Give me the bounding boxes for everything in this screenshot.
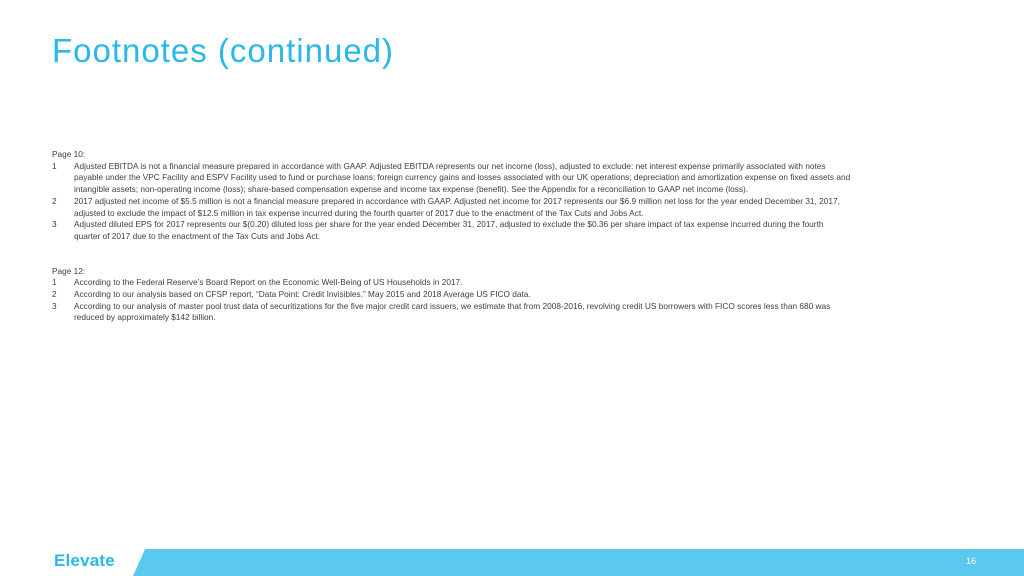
page-number: 16	[965, 556, 976, 566]
footnote-number: 1	[52, 277, 57, 288]
footer-accent-shape	[0, 549, 1024, 576]
footer-bar	[0, 549, 1024, 576]
footnotes-content	[52, 149, 852, 347]
footnote-section-page-12	[52, 266, 852, 325]
footnote-item	[52, 301, 852, 324]
footnote-number: 2	[52, 195, 57, 206]
footnote-text: According to our analysis based on CFSP report, “Data Point: Credit Invisibles.” May 2015 and 2018 Average US FICO data.	[74, 289, 531, 300]
elevate-logo	[54, 551, 115, 571]
footnote-number: 2	[52, 289, 57, 300]
page-title: Footnotes (continued)	[52, 32, 395, 69]
footnote-text: According to the Federal Reserve’s Board Report on the Economic Well-Being of US Households in 2017.	[74, 277, 463, 288]
footnote-number: 3	[52, 300, 57, 311]
footnote-text: 2017 adjusted net income of $5.5 million is not a financial measure prepared in accordance with GAAP. Adjusted net income for 2017 represents our $6.9 million net loss for the year ended December 31, 2017, adjusted to exclude the impact of $12.5 million in tax expense incurred during the fourth quarter of 2017 due to the enactment of the Tax Cuts and Jobs Act.	[74, 195, 840, 218]
section-label: Page 10:	[52, 149, 86, 159]
footnote-item	[52, 289, 852, 301]
footnote-item	[52, 196, 852, 219]
section-label: Page 12:	[52, 265, 86, 276]
footnote-number: 1	[52, 160, 57, 171]
footnote-text: According to our analysis of master pool trust data of securitizations for the five major credit card issuers, we estimate that from 2008-2016, revolving credit US borrowers with FICO scores less than 680 was reduced by approximately $142 billion.	[74, 300, 831, 323]
footnote-number: 3	[52, 219, 57, 230]
footnote-item	[52, 161, 852, 196]
footnote-section-page-10	[52, 149, 852, 243]
footnote-item	[52, 277, 852, 289]
footnote-text: Adjusted diluted EPS for 2017 represents our $(0.20) diluted loss per share for the year ended December 31, 2017, adjusted to exclude the $0.36 per share impact of tax expense incurred during the fourth quarter of 2017 due to the enactment of the Tax Cuts and Jobs Act.	[74, 219, 824, 241]
footnote-text: Adjusted EBITDA is not a financial measure prepared in accordance with GAAP. Adjusted EBITDA represents our net income (loss), adjusted to exclude: net interest expense primarily associated with notes payable under the VPC Facility and ESPV Facility used to fund or purchase loans; foreign currency gains and losses associated with our UK operations; depreciation and amortization expense on fixed assets and intangible assets; non-operating income (loss); share-based compensation expense and income tax expense (benefit). See the Appendix for a reconciliation to GAAP net income (loss).	[74, 160, 851, 195]
footnote-item	[52, 219, 852, 242]
logo-wordmark: Elevate	[54, 551, 115, 570]
